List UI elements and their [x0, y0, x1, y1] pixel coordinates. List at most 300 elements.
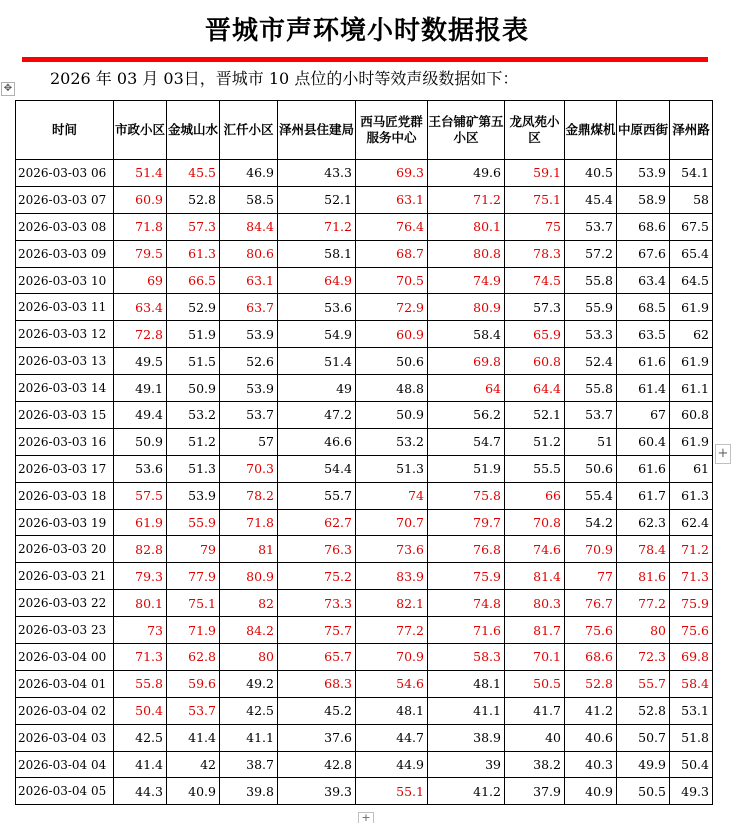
- value-cell: 80.1: [428, 213, 505, 240]
- value-cell: 41.4: [114, 751, 167, 778]
- value-cell: 61.1: [670, 375, 713, 402]
- value-cell: 68.3: [278, 670, 356, 697]
- value-cell: 72.8: [114, 321, 167, 348]
- value-cell: 54.1: [670, 160, 713, 187]
- value-cell: 75.6: [565, 617, 617, 644]
- table-row: [16, 186, 713, 213]
- table-row: [16, 670, 713, 697]
- value-cell: 61.7: [617, 482, 670, 509]
- value-cell: 76.8: [428, 536, 505, 563]
- value-cell: 70.1: [505, 644, 565, 671]
- value-cell: 69.8: [428, 348, 505, 375]
- value-cell: 38.7: [220, 751, 278, 778]
- value-cell: 80.9: [220, 563, 278, 590]
- value-cell: 56.2: [428, 402, 505, 429]
- value-cell: 71.8: [220, 509, 278, 536]
- header-site: 泽州路: [670, 101, 713, 160]
- value-cell: 68.6: [565, 644, 617, 671]
- time-cell: 2026-03-04 00: [16, 644, 114, 671]
- value-cell: 63.4: [114, 294, 167, 321]
- value-cell: 61.3: [670, 482, 713, 509]
- value-cell: 50.4: [114, 697, 167, 724]
- value-cell: 60.9: [114, 186, 167, 213]
- value-cell: 62.7: [278, 509, 356, 536]
- value-cell: 53.2: [167, 402, 220, 429]
- value-cell: 65.7: [278, 644, 356, 671]
- value-cell: 67.6: [617, 240, 670, 267]
- value-cell: 50.6: [356, 348, 428, 375]
- value-cell: 61.3: [167, 240, 220, 267]
- value-cell: 41.7: [505, 697, 565, 724]
- value-cell: 54.9: [278, 321, 356, 348]
- value-cell: 49.1: [114, 375, 167, 402]
- value-cell: 74: [356, 482, 428, 509]
- value-cell: 55.5: [505, 455, 565, 482]
- value-cell: 54.6: [356, 670, 428, 697]
- value-cell: 77.9: [167, 563, 220, 590]
- value-cell: 69.3: [356, 160, 428, 187]
- value-cell: 45.4: [565, 186, 617, 213]
- value-cell: 72.3: [617, 644, 670, 671]
- value-cell: 58: [670, 186, 713, 213]
- value-cell: 63.1: [220, 267, 278, 294]
- value-cell: 52.8: [565, 670, 617, 697]
- value-cell: 46.9: [220, 160, 278, 187]
- value-cell: 41.2: [428, 778, 505, 805]
- value-cell: 57.2: [565, 240, 617, 267]
- table-row: [16, 240, 713, 267]
- table-body: [16, 160, 713, 805]
- time-cell: 2026-03-04 02: [16, 697, 114, 724]
- time-cell: 2026-03-03 19: [16, 509, 114, 536]
- table-row: [16, 294, 713, 321]
- value-cell: 75.9: [428, 563, 505, 590]
- value-cell: 79.7: [428, 509, 505, 536]
- header-site: 王台铺矿第五小区: [428, 101, 505, 160]
- header-site: 中原西街: [617, 101, 670, 160]
- value-cell: 38.9: [428, 724, 505, 751]
- time-cell: 2026-03-03 08: [16, 213, 114, 240]
- value-cell: 52.6: [220, 348, 278, 375]
- value-cell: 78.2: [220, 482, 278, 509]
- value-cell: 40.6: [565, 724, 617, 751]
- value-cell: 80.8: [428, 240, 505, 267]
- value-cell: 77: [565, 563, 617, 590]
- value-cell: 58.4: [428, 321, 505, 348]
- value-cell: 41.1: [428, 697, 505, 724]
- table-row: [16, 455, 713, 482]
- table-row: [16, 617, 713, 644]
- value-cell: 58.9: [617, 186, 670, 213]
- header-site: 汇仟小区: [220, 101, 278, 160]
- value-cell: 71.9: [167, 617, 220, 644]
- value-cell: 52.9: [167, 294, 220, 321]
- value-cell: 79.5: [114, 240, 167, 267]
- value-cell: 52.1: [505, 402, 565, 429]
- value-cell: 81.7: [505, 617, 565, 644]
- value-cell: 48.1: [356, 697, 428, 724]
- value-cell: 53.6: [278, 294, 356, 321]
- time-cell: 2026-03-03 15: [16, 402, 114, 429]
- table-row: [16, 751, 713, 778]
- value-cell: 40.3: [565, 751, 617, 778]
- header-site: 泽州县住建局: [278, 101, 356, 160]
- value-cell: 63.4: [617, 267, 670, 294]
- value-cell: 49.9: [617, 751, 670, 778]
- value-cell: 37.6: [278, 724, 356, 751]
- value-cell: 39.8: [220, 778, 278, 805]
- value-cell: 51.8: [670, 724, 713, 751]
- value-cell: 65.9: [505, 321, 565, 348]
- value-cell: 70.9: [356, 644, 428, 671]
- value-cell: 49: [278, 375, 356, 402]
- value-cell: 51.9: [428, 455, 505, 482]
- value-cell: 53.7: [565, 213, 617, 240]
- value-cell: 74.9: [428, 267, 505, 294]
- value-cell: 51.4: [114, 160, 167, 187]
- value-cell: 64.9: [278, 267, 356, 294]
- value-cell: 53.2: [356, 428, 428, 455]
- value-cell: 45.2: [278, 697, 356, 724]
- value-cell: 53.9: [220, 321, 278, 348]
- value-cell: 78.3: [505, 240, 565, 267]
- value-cell: 51.3: [356, 455, 428, 482]
- value-cell: 57.3: [505, 294, 565, 321]
- value-cell: 54.2: [565, 509, 617, 536]
- value-cell: 75.2: [278, 563, 356, 590]
- value-cell: 71.2: [428, 186, 505, 213]
- time-cell: 2026-03-03 20: [16, 536, 114, 563]
- noise-data-table: [15, 100, 713, 805]
- value-cell: 44.7: [356, 724, 428, 751]
- value-cell: 66: [505, 482, 565, 509]
- value-cell: 53.6: [114, 455, 167, 482]
- value-cell: 42.5: [220, 697, 278, 724]
- value-cell: 60.4: [617, 428, 670, 455]
- value-cell: 49.6: [428, 160, 505, 187]
- value-cell: 61.4: [617, 375, 670, 402]
- value-cell: 69.8: [670, 644, 713, 671]
- value-cell: 41.2: [565, 697, 617, 724]
- value-cell: 63.5: [617, 321, 670, 348]
- header-site: 金城山水: [167, 101, 220, 160]
- value-cell: 53.9: [617, 160, 670, 187]
- title-red-rule: [22, 57, 708, 62]
- value-cell: 60.8: [505, 348, 565, 375]
- value-cell: 51.5: [167, 348, 220, 375]
- value-cell: 53.1: [670, 697, 713, 724]
- time-cell: 2026-03-03 07: [16, 186, 114, 213]
- value-cell: 55.7: [278, 482, 356, 509]
- value-cell: 71.3: [670, 563, 713, 590]
- value-cell: 81: [220, 536, 278, 563]
- value-cell: 44.9: [356, 751, 428, 778]
- value-cell: 55.9: [167, 509, 220, 536]
- value-cell: 68.5: [617, 294, 670, 321]
- value-cell: 52.1: [278, 186, 356, 213]
- value-cell: 49.5: [114, 348, 167, 375]
- value-cell: 80.1: [114, 590, 167, 617]
- value-cell: 41.1: [220, 724, 278, 751]
- time-cell: 2026-03-04 01: [16, 670, 114, 697]
- header-time: 时间: [16, 101, 114, 160]
- table-row: [16, 697, 713, 724]
- value-cell: 57: [220, 428, 278, 455]
- value-cell: 84.4: [220, 213, 278, 240]
- value-cell: 62: [670, 321, 713, 348]
- intro-paragraph: 2026 年 03 月 03日，晋城市 10 点位的小时等效声级数据如下：: [50, 69, 519, 88]
- value-cell: 64.4: [505, 375, 565, 402]
- value-cell: 82.8: [114, 536, 167, 563]
- value-cell: 54.7: [428, 428, 505, 455]
- value-cell: 80.9: [428, 294, 505, 321]
- value-cell: 49.2: [220, 670, 278, 697]
- value-cell: 50.9: [356, 402, 428, 429]
- value-cell: 53.9: [220, 375, 278, 402]
- table-row: [16, 348, 713, 375]
- value-cell: 70.5: [356, 267, 428, 294]
- value-cell: 70.3: [220, 455, 278, 482]
- value-cell: 75.8: [428, 482, 505, 509]
- table-row: [16, 778, 713, 805]
- value-cell: 77.2: [356, 617, 428, 644]
- value-cell: 50.7: [617, 724, 670, 751]
- value-cell: 49.3: [670, 778, 713, 805]
- time-cell: 2026-03-03 09: [16, 240, 114, 267]
- value-cell: 81.6: [617, 563, 670, 590]
- value-cell: 53.9: [167, 482, 220, 509]
- value-cell: 71.2: [278, 213, 356, 240]
- value-cell: 73.3: [278, 590, 356, 617]
- header-site: 龙凤苑小区: [505, 101, 565, 160]
- value-cell: 75.6: [670, 617, 713, 644]
- value-cell: 50.6: [565, 455, 617, 482]
- value-cell: 51.9: [167, 321, 220, 348]
- value-cell: 82: [220, 590, 278, 617]
- value-cell: 57.3: [167, 213, 220, 240]
- value-cell: 66.5: [167, 267, 220, 294]
- value-cell: 55.9: [565, 294, 617, 321]
- value-cell: 61.9: [670, 348, 713, 375]
- table-row: [16, 428, 713, 455]
- value-cell: 83.9: [356, 563, 428, 590]
- value-cell: 75.9: [670, 590, 713, 617]
- value-cell: 42: [167, 751, 220, 778]
- value-cell: 48.8: [356, 375, 428, 402]
- value-cell: 81.4: [505, 563, 565, 590]
- header-site: 金鼎煤机: [565, 101, 617, 160]
- time-cell: 2026-03-03 18: [16, 482, 114, 509]
- value-cell: 40: [505, 724, 565, 751]
- value-cell: 79: [167, 536, 220, 563]
- value-cell: 65.4: [670, 240, 713, 267]
- value-cell: 71.2: [670, 536, 713, 563]
- value-cell: 69: [114, 267, 167, 294]
- table-header-row: [16, 101, 713, 160]
- time-cell: 2026-03-03 14: [16, 375, 114, 402]
- value-cell: 50.5: [505, 670, 565, 697]
- value-cell: 42.5: [114, 724, 167, 751]
- value-cell: 52.8: [617, 697, 670, 724]
- value-cell: 59.1: [505, 160, 565, 187]
- value-cell: 71.8: [114, 213, 167, 240]
- value-cell: 55.7: [617, 670, 670, 697]
- value-cell: 61.6: [617, 455, 670, 482]
- time-cell: 2026-03-03 11: [16, 294, 114, 321]
- time-cell: 2026-03-03 23: [16, 617, 114, 644]
- value-cell: 58.5: [220, 186, 278, 213]
- value-cell: 58.3: [428, 644, 505, 671]
- value-cell: 82.1: [356, 590, 428, 617]
- value-cell: 55.8: [565, 267, 617, 294]
- value-cell: 80.6: [220, 240, 278, 267]
- value-cell: 74.8: [428, 590, 505, 617]
- value-cell: 70.9: [565, 536, 617, 563]
- value-cell: 60.8: [670, 402, 713, 429]
- value-cell: 64: [428, 375, 505, 402]
- value-cell: 59.6: [167, 670, 220, 697]
- value-cell: 62.3: [617, 509, 670, 536]
- value-cell: 48.1: [428, 670, 505, 697]
- table-row: [16, 375, 713, 402]
- value-cell: 62.8: [167, 644, 220, 671]
- value-cell: 44.3: [114, 778, 167, 805]
- table-row: [16, 536, 713, 563]
- value-cell: 63.1: [356, 186, 428, 213]
- value-cell: 51.2: [505, 428, 565, 455]
- value-cell: 61: [670, 455, 713, 482]
- value-cell: 53.7: [167, 697, 220, 724]
- time-cell: 2026-03-03 21: [16, 563, 114, 590]
- table-row: [16, 563, 713, 590]
- value-cell: 72.9: [356, 294, 428, 321]
- value-cell: 75.7: [278, 617, 356, 644]
- value-cell: 70.8: [505, 509, 565, 536]
- table-move-handle-icon[interactable]: ✥: [1, 82, 15, 96]
- value-cell: 43.3: [278, 160, 356, 187]
- value-cell: 54.4: [278, 455, 356, 482]
- value-cell: 39.3: [278, 778, 356, 805]
- time-cell: 2026-03-04 04: [16, 751, 114, 778]
- value-cell: 61.6: [617, 348, 670, 375]
- value-cell: 50.9: [114, 428, 167, 455]
- time-cell: 2026-03-03 10: [16, 267, 114, 294]
- value-cell: 61.9: [114, 509, 167, 536]
- value-cell: 73: [114, 617, 167, 644]
- add-column-icon[interactable]: +: [715, 444, 731, 464]
- table-row: [16, 724, 713, 751]
- value-cell: 76.4: [356, 213, 428, 240]
- value-cell: 51: [565, 428, 617, 455]
- time-cell: 2026-03-04 03: [16, 724, 114, 751]
- table-row: [16, 213, 713, 240]
- value-cell: 60.9: [356, 321, 428, 348]
- value-cell: 68.6: [617, 213, 670, 240]
- value-cell: 40.9: [565, 778, 617, 805]
- value-cell: 58.1: [278, 240, 356, 267]
- value-cell: 61.9: [670, 428, 713, 455]
- value-cell: 71.6: [428, 617, 505, 644]
- table-row: [16, 590, 713, 617]
- value-cell: 58.4: [670, 670, 713, 697]
- value-cell: 75.1: [505, 186, 565, 213]
- value-cell: 74.5: [505, 267, 565, 294]
- value-cell: 50.5: [617, 778, 670, 805]
- time-cell: 2026-03-04 05: [16, 778, 114, 805]
- value-cell: 55.8: [114, 670, 167, 697]
- value-cell: 64.5: [670, 267, 713, 294]
- value-cell: 80: [617, 617, 670, 644]
- value-cell: 62.4: [670, 509, 713, 536]
- value-cell: 55.1: [356, 778, 428, 805]
- value-cell: 63.7: [220, 294, 278, 321]
- add-row-icon[interactable]: +: [358, 812, 374, 823]
- value-cell: 78.4: [617, 536, 670, 563]
- value-cell: 52.4: [565, 348, 617, 375]
- value-cell: 51.3: [167, 455, 220, 482]
- value-cell: 75.1: [167, 590, 220, 617]
- value-cell: 51.4: [278, 348, 356, 375]
- value-cell: 53.7: [565, 402, 617, 429]
- value-cell: 79.3: [114, 563, 167, 590]
- value-cell: 76.3: [278, 536, 356, 563]
- time-cell: 2026-03-03 13: [16, 348, 114, 375]
- table-row: [16, 267, 713, 294]
- value-cell: 80.3: [505, 590, 565, 617]
- value-cell: 50.9: [167, 375, 220, 402]
- value-cell: 52.8: [167, 186, 220, 213]
- value-cell: 71.3: [114, 644, 167, 671]
- time-cell: 2026-03-03 12: [16, 321, 114, 348]
- value-cell: 45.5: [167, 160, 220, 187]
- value-cell: 37.9: [505, 778, 565, 805]
- value-cell: 75: [505, 213, 565, 240]
- value-cell: 53.7: [220, 402, 278, 429]
- value-cell: 39: [428, 751, 505, 778]
- value-cell: 80: [220, 644, 278, 671]
- value-cell: 40.9: [167, 778, 220, 805]
- time-cell: 2026-03-03 17: [16, 455, 114, 482]
- value-cell: 41.4: [167, 724, 220, 751]
- table-row: [16, 482, 713, 509]
- table-row: [16, 402, 713, 429]
- value-cell: 74.6: [505, 536, 565, 563]
- value-cell: 47.2: [278, 402, 356, 429]
- value-cell: 57.5: [114, 482, 167, 509]
- value-cell: 55.8: [565, 375, 617, 402]
- value-cell: 73.6: [356, 536, 428, 563]
- value-cell: 67.5: [670, 213, 713, 240]
- time-cell: 2026-03-03 22: [16, 590, 114, 617]
- table-row: [16, 509, 713, 536]
- value-cell: 67: [617, 402, 670, 429]
- value-cell: 55.4: [565, 482, 617, 509]
- report-title: 晋城市声环境小时数据报表: [204, 16, 529, 46]
- value-cell: 53.3: [565, 321, 617, 348]
- table-row: [16, 321, 713, 348]
- value-cell: 70.7: [356, 509, 428, 536]
- time-cell: 2026-03-03 16: [16, 428, 114, 455]
- value-cell: 50.4: [670, 751, 713, 778]
- value-cell: 42.8: [278, 751, 356, 778]
- value-cell: 77.2: [617, 590, 670, 617]
- header-site: 市政小区: [114, 101, 167, 160]
- header-site: 西马匠党群服务中心: [356, 101, 428, 160]
- value-cell: 40.5: [565, 160, 617, 187]
- value-cell: 84.2: [220, 617, 278, 644]
- table-row: [16, 160, 713, 187]
- table-row: [16, 644, 713, 671]
